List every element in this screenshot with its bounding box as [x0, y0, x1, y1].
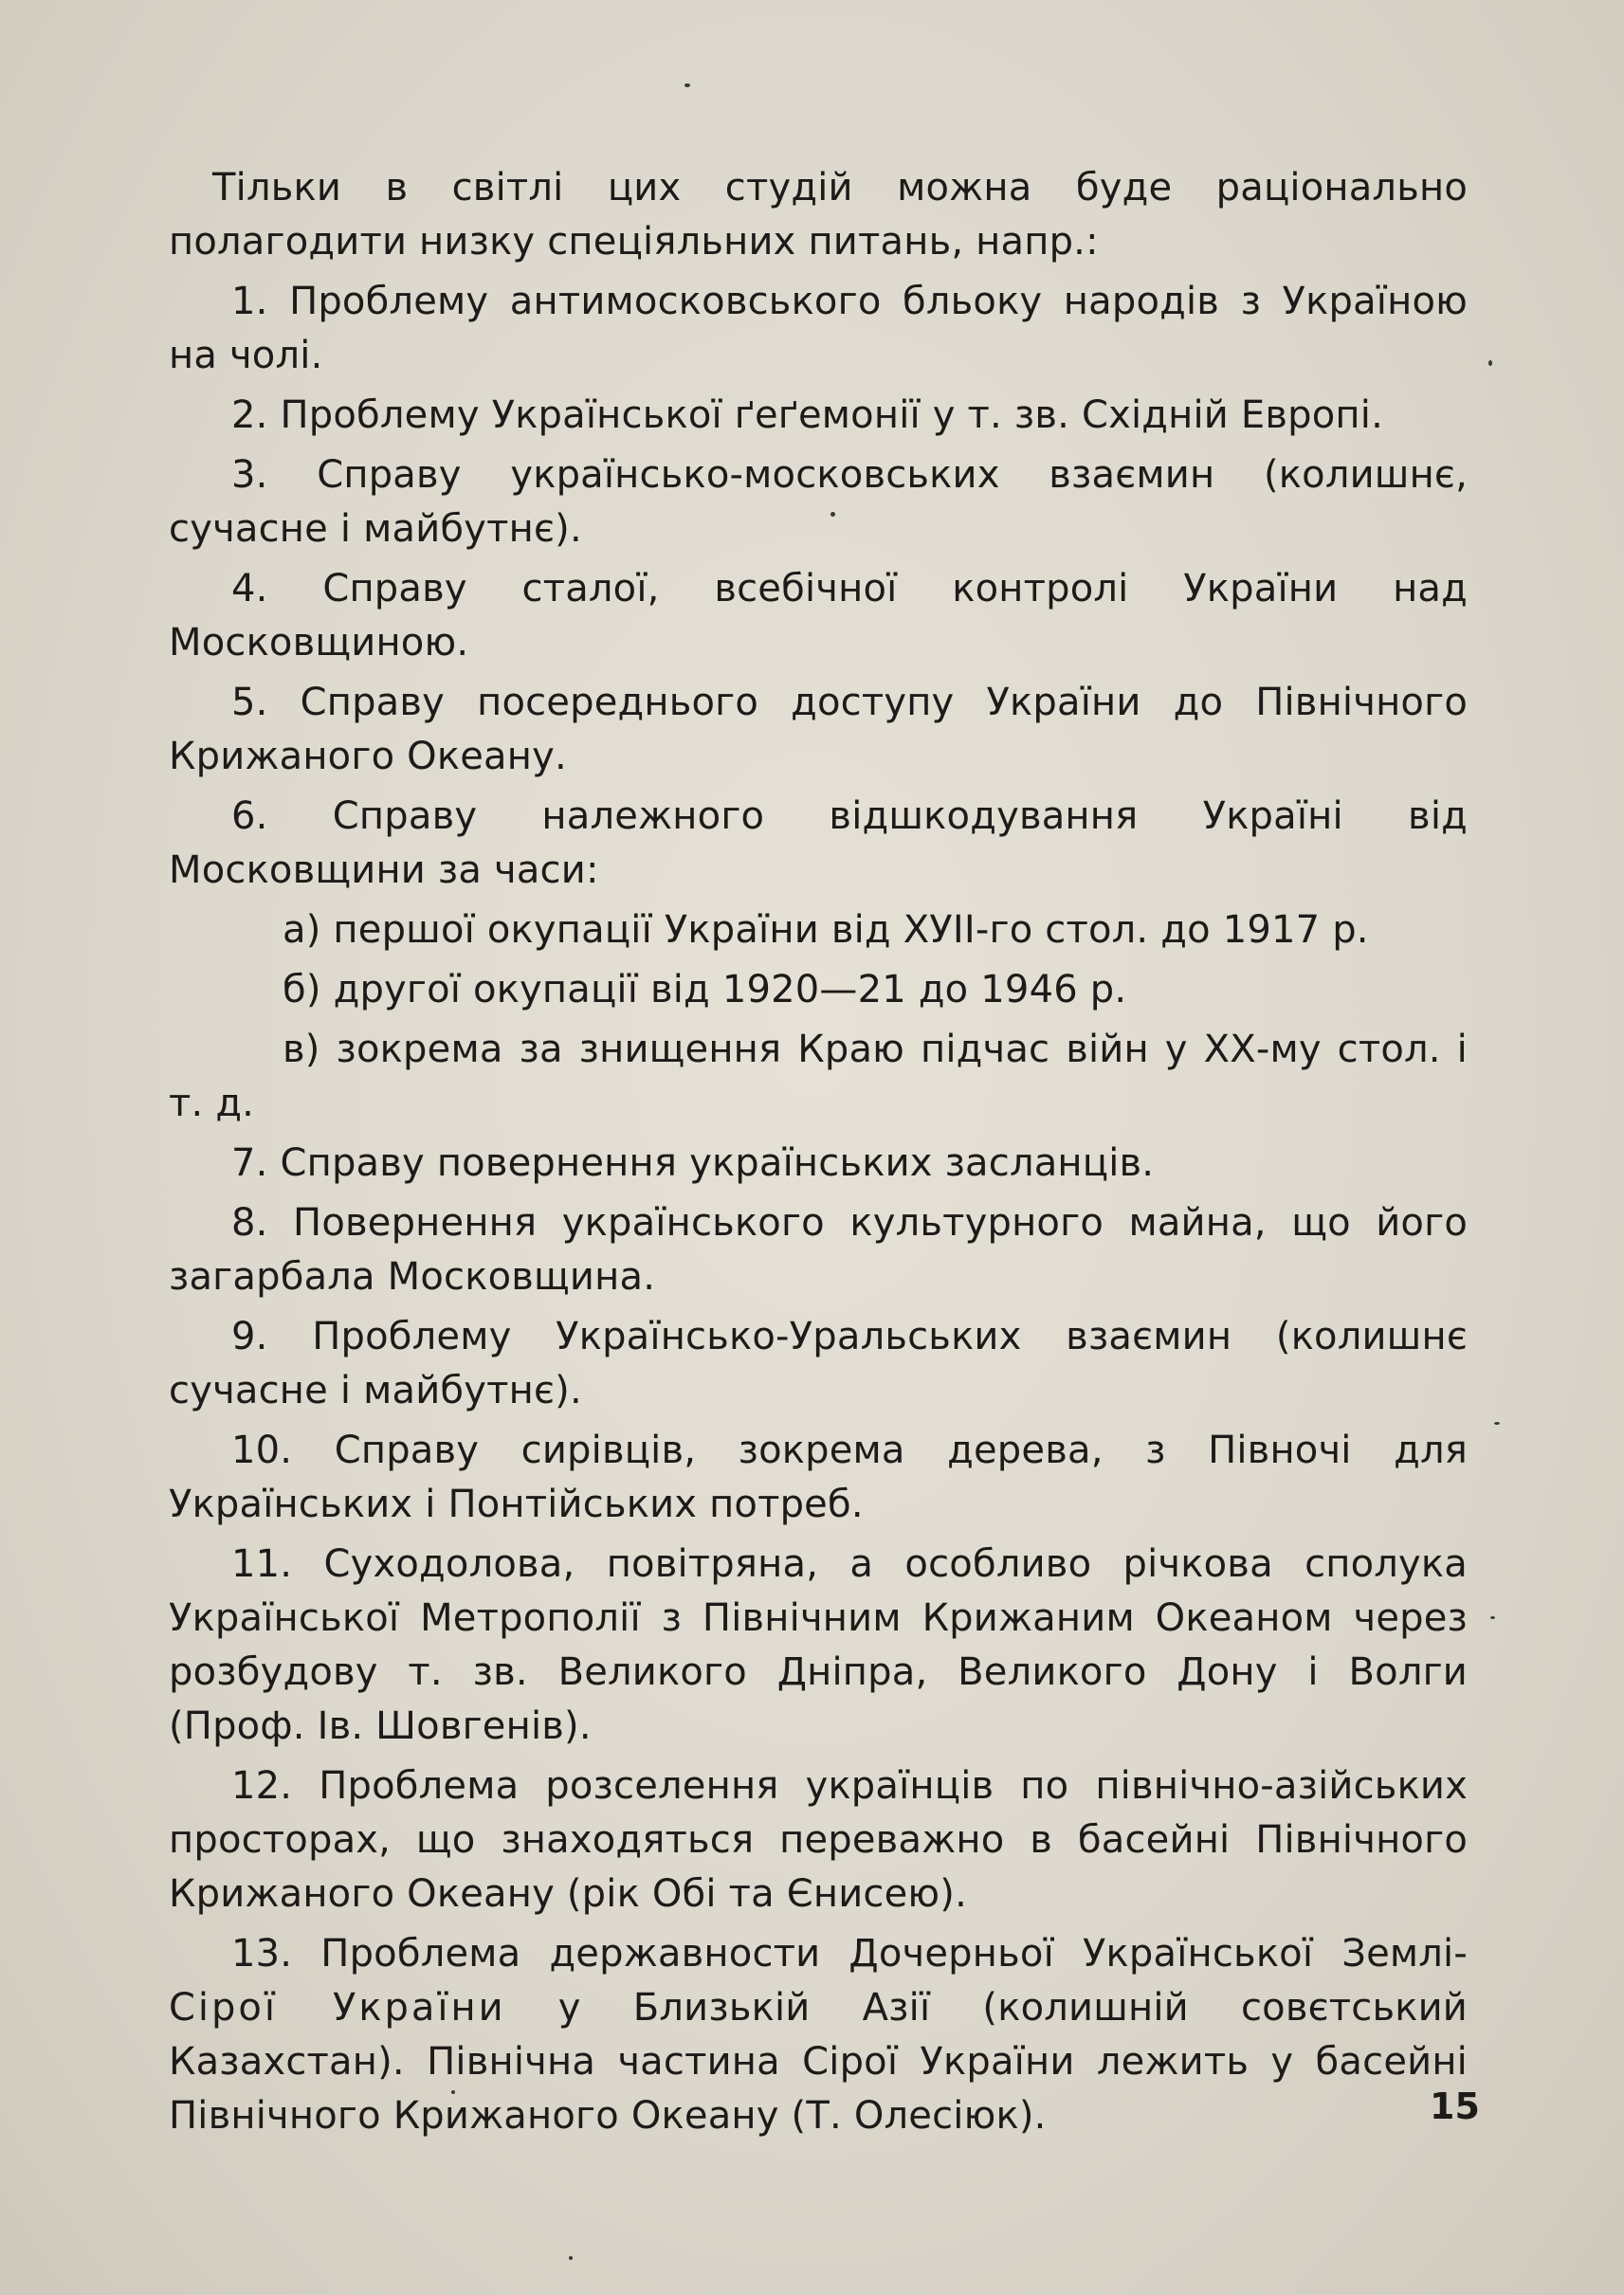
intro-paragraph: Тільки в світлі цих студій можна буде раціонально полагодити низку спеціяльних питань, напр.:	[169, 166, 1468, 264]
list-item-5: 5. Справу посереднього доступу України до Північного Крижаного Океану.	[169, 681, 1468, 778]
list-item-10: 10. Справу сирівців, зокрема дерева, з Півночі для Українських і Понтійських потреб.	[169, 1429, 1468, 1526]
list-item-4: 4. Справу сталої, всебічної контролі України над Московщиною.	[169, 567, 1468, 665]
list-item-7: 7. Справу повернення українських засланців.	[231, 1141, 1155, 1185]
list-item-11: 11. Суходолова, повітряна, а особливо річкова сполука Української Метрополії з Північним Крижаним Океаном через розбудову т. зв. Великого Дніпра, Великого Дону і Волги (Проф. Ів. Шовгенів).	[169, 1542, 1468, 1748]
scan-speck	[1494, 1422, 1500, 1425]
list-item-13-start: 13. Проблема державности Дочерньої Української Землі-	[231, 1932, 1468, 1976]
sub-item-a: а) першої окупації України від ХУІІ-го стол. до 1917 р.	[283, 908, 1369, 952]
sub-item-b: б) другої окупації від 1920—21 до 1946 р.	[283, 968, 1127, 1011]
list-item-13-spaced: Сірої України	[169, 1986, 506, 2030]
list-item-6: 6. Справу належного відшкодування Україні від Московщини за часи:	[169, 794, 1468, 892]
page-number: 15	[1430, 2086, 1480, 2127]
list-item-8: 8. Повернення українського культурного майна, що його загарбала Московщина.	[169, 1201, 1468, 1299]
list-item-12: 12. Проблема розселення українців по північно-азійських просторах, що знаходяться переважно в басейні Північного Крижаного Океану (рік Обі та Єнисею).	[169, 1764, 1468, 1916]
scan-speck	[684, 83, 690, 87]
list-item-13	[169, 1927, 1468, 2143]
list-item-1: 1. Проблему антимосковського бльоку народів з Україною на чолі.	[169, 280, 1468, 377]
list-item-2: 2. Проблему Української ґеґемонії у т. зв. Східній Европі.	[231, 393, 1383, 437]
list-item-13-end: у Близькій Азії (колишній совєтський Казахстан). Північна частина Сірої України лежить у басейні Північного Крижаного Океану (Т. Олесіюк).	[169, 1986, 1468, 2138]
scan-speck	[1490, 1616, 1495, 1619]
scan-speck	[451, 2090, 455, 2094]
scan-speck	[830, 512, 835, 517]
list-item-3: 3. Справу українсько-московських взаємин (колишнє, сучасне і майбутнє).	[169, 453, 1468, 551]
scan-speck	[1488, 360, 1492, 366]
scan-speck	[569, 2256, 573, 2260]
page-body	[169, 161, 1468, 2149]
sub-item-c: в) зокрема за знищення Краю підчас війн у ХХ-му стол. і т. д.	[169, 1028, 1468, 1125]
list-item-9: 9. Проблему Українсько-Уральських взаємин (колишнє сучасне і майбутнє).	[169, 1315, 1468, 1412]
